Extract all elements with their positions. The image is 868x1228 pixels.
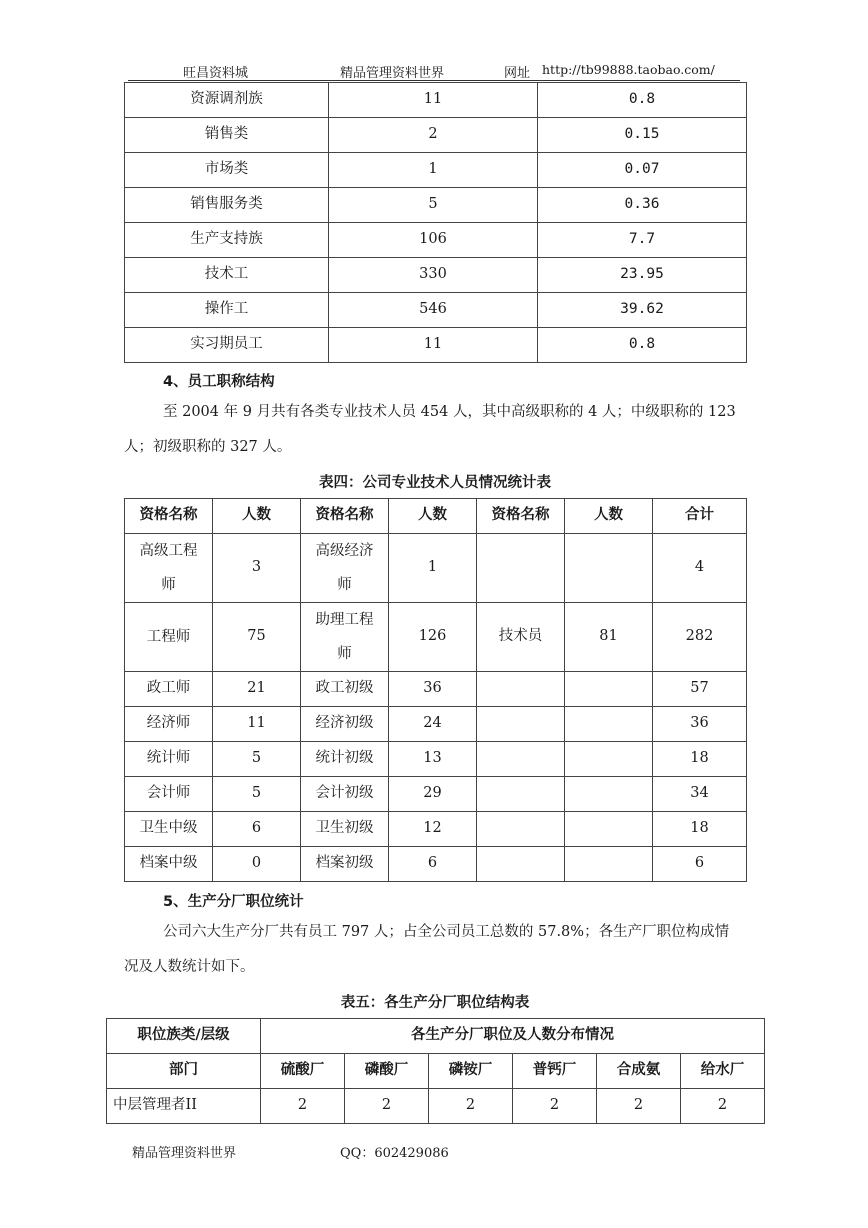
total-cell: 18 [653, 742, 747, 777]
table-row [125, 188, 747, 223]
total-cell: 57 [653, 672, 747, 707]
percent-cell: 39.62 [538, 293, 747, 328]
count-cell: 24 [389, 707, 477, 742]
qualification-cell-line2: 师 [161, 577, 176, 593]
header-url-link[interactable]: http://tb99888.taobao.com/ [542, 62, 715, 77]
table4-header-cell: 人数 [213, 499, 301, 534]
qualification-cell [477, 534, 565, 603]
table-row [125, 603, 747, 672]
count-cell [565, 812, 653, 847]
plant-count-cell: 2 [513, 1089, 597, 1124]
table4-header-cell: 人数 [565, 499, 653, 534]
qualification-cell [477, 847, 565, 882]
count-cell: 11 [213, 707, 301, 742]
count-cell: 2 [329, 118, 538, 153]
count-cell: 11 [329, 83, 538, 118]
percent-cell: 0.15 [538, 118, 747, 153]
plant-count-cell: 2 [345, 1089, 429, 1124]
tech-staff-table [124, 498, 747, 882]
qualification-cell: 经济初级 [301, 707, 389, 742]
qualification-cell [477, 672, 565, 707]
qualification-cell-line1: 工程师 [146, 629, 191, 645]
section4-paragraph-line1: 至 2004 年 9 月共有各类专业技术人员 454 人，其中高级职称的 4 人；中级职称的 123 [163, 404, 736, 420]
count-cell [565, 707, 653, 742]
section5-paragraph-line1: 公司六大生产分厂共有员工 797 人；占全公司员工总数的 57.8%；各生产厂职位构成情 [163, 924, 730, 940]
count-cell: 1 [389, 534, 477, 603]
percent-cell: 0.8 [538, 328, 747, 363]
count-cell: 106 [329, 223, 538, 258]
total-cell: 4 [653, 534, 747, 603]
qualification-cell: 政工初级 [301, 672, 389, 707]
table-row [125, 153, 747, 188]
table5-caption: 表五：各生产分厂职位结构表 [340, 995, 530, 1011]
count-cell [565, 672, 653, 707]
qualification-cell: 统计师 [125, 742, 213, 777]
percent-cell: 0.07 [538, 153, 747, 188]
header-url-label: 网址 [504, 66, 531, 81]
table-row [125, 742, 747, 777]
count-cell: 12 [389, 812, 477, 847]
footer-site-name: 精品管理资料世界 [132, 1146, 237, 1161]
table-row [125, 83, 747, 118]
count-cell: 330 [329, 258, 538, 293]
table-row [125, 672, 747, 707]
count-cell: 81 [565, 603, 653, 672]
table-row [125, 707, 747, 742]
plant-header-cell: 给水厂 [681, 1054, 765, 1089]
qualification-cell [301, 534, 389, 603]
count-cell: 13 [389, 742, 477, 777]
qualification-cell [477, 742, 565, 777]
table-row [125, 812, 747, 847]
table-row [125, 118, 747, 153]
count-cell: 3 [213, 534, 301, 603]
table4-header-cell: 资格名称 [301, 499, 389, 534]
table-row [125, 328, 747, 363]
table4-header-cell: 人数 [389, 499, 477, 534]
count-cell: 0 [213, 847, 301, 882]
count-cell [565, 742, 653, 777]
category-cell: 销售类 [125, 118, 329, 153]
count-cell [565, 777, 653, 812]
table4-header-cell: 资格名称 [477, 499, 565, 534]
percent-cell: 0.36 [538, 188, 747, 223]
count-cell: 5 [329, 188, 538, 223]
count-cell: 5 [213, 742, 301, 777]
table-row [125, 293, 747, 328]
qualification-cell-line2: 师 [337, 646, 352, 662]
qualification-cell-line1: 助理工程 [315, 612, 374, 628]
plant-position-table [106, 1018, 765, 1124]
category-cell: 操作工 [125, 293, 329, 328]
table-row [125, 223, 747, 258]
count-cell: 11 [329, 328, 538, 363]
qualification-cell: 经济师 [125, 707, 213, 742]
table4-header-cell: 合计 [653, 499, 747, 534]
count-cell: 75 [213, 603, 301, 672]
plant-header-cell: 磷铵厂 [429, 1054, 513, 1089]
qualification-cell [125, 534, 213, 603]
count-cell: 6 [213, 812, 301, 847]
plant-count-cell: 2 [261, 1089, 345, 1124]
plant-count-cell: 2 [429, 1089, 513, 1124]
section5-paragraph-line2: 况及人数统计如下。 [124, 959, 255, 975]
staff-category-table [124, 82, 747, 363]
count-cell [565, 847, 653, 882]
qualification-cell: 会计初级 [301, 777, 389, 812]
table4-header-row [125, 499, 747, 534]
table-row [125, 258, 747, 293]
percent-cell: 0.8 [538, 83, 747, 118]
qualification-cell-line1: 高级经济 [315, 543, 374, 559]
section4-paragraph-line2: 人；初级职称的 327 人。 [124, 439, 292, 455]
footer-qq: QQ：602429086 [340, 1146, 449, 1161]
plant-header-cell: 合成氨 [597, 1054, 681, 1089]
qualification-cell: 卫生初级 [301, 812, 389, 847]
category-cell: 资源调剂族 [125, 83, 329, 118]
table5-row-name: 中层管理者II [107, 1089, 261, 1124]
section5-title: 5、生产分厂职位统计 [163, 894, 304, 910]
category-cell: 生产支持族 [125, 223, 329, 258]
table4-header-cell: 资格名称 [125, 499, 213, 534]
plant-count-cell: 2 [597, 1089, 681, 1124]
category-cell: 技术工 [125, 258, 329, 293]
qualification-cell [477, 777, 565, 812]
section4-title: 4、员工职称结构 [163, 374, 275, 390]
table4-caption: 表四：公司专业技术人员情况统计表 [319, 475, 551, 491]
count-cell: 21 [213, 672, 301, 707]
qualification-cell-line1: 高级工程 [139, 543, 198, 559]
table5-head-left: 职位族类/层级 [107, 1019, 261, 1054]
qualification-cell: 档案初级 [301, 847, 389, 882]
qualification-cell [477, 812, 565, 847]
table5-dept-label: 部门 [107, 1054, 261, 1089]
table-row [125, 777, 747, 812]
count-cell: 546 [329, 293, 538, 328]
total-cell: 6 [653, 847, 747, 882]
table5-head-right: 各生产分厂职位及人数分布情况 [261, 1019, 765, 1054]
count-cell: 29 [389, 777, 477, 812]
qualification-cell: 政工师 [125, 672, 213, 707]
category-cell: 实习期员工 [125, 328, 329, 363]
count-cell: 36 [389, 672, 477, 707]
qualification-cell: 统计初级 [301, 742, 389, 777]
qualification-cell [125, 603, 213, 672]
category-cell: 销售服务类 [125, 188, 329, 223]
count-cell: 6 [389, 847, 477, 882]
percent-cell: 23.95 [538, 258, 747, 293]
category-cell: 市场类 [125, 153, 329, 188]
plant-count-cell: 2 [681, 1089, 765, 1124]
qualification-cell: 技术员 [477, 603, 565, 672]
table-row [125, 534, 747, 603]
count-cell [565, 534, 653, 603]
qualification-cell [477, 707, 565, 742]
qualification-cell: 卫生中级 [125, 812, 213, 847]
qualification-cell: 会计师 [125, 777, 213, 812]
percent-cell: 7.7 [538, 223, 747, 258]
count-cell: 1 [329, 153, 538, 188]
table-row [125, 847, 747, 882]
total-cell: 36 [653, 707, 747, 742]
qualification-cell: 档案中级 [125, 847, 213, 882]
qualification-cell-line2: 师 [337, 577, 352, 593]
plant-header-cell: 磷酸厂 [345, 1054, 429, 1089]
header-site-name: 旺昌资料城 [183, 66, 249, 81]
total-cell: 34 [653, 777, 747, 812]
total-cell: 18 [653, 812, 747, 847]
count-cell: 126 [389, 603, 477, 672]
total-cell: 282 [653, 603, 747, 672]
qualification-cell [301, 603, 389, 672]
plant-header-cell: 硫酸厂 [261, 1054, 345, 1089]
plant-header-cell: 普钙厂 [513, 1054, 597, 1089]
header-rule [128, 80, 740, 81]
header-slogan: 精品管理资料世界 [340, 66, 445, 81]
count-cell: 5 [213, 777, 301, 812]
